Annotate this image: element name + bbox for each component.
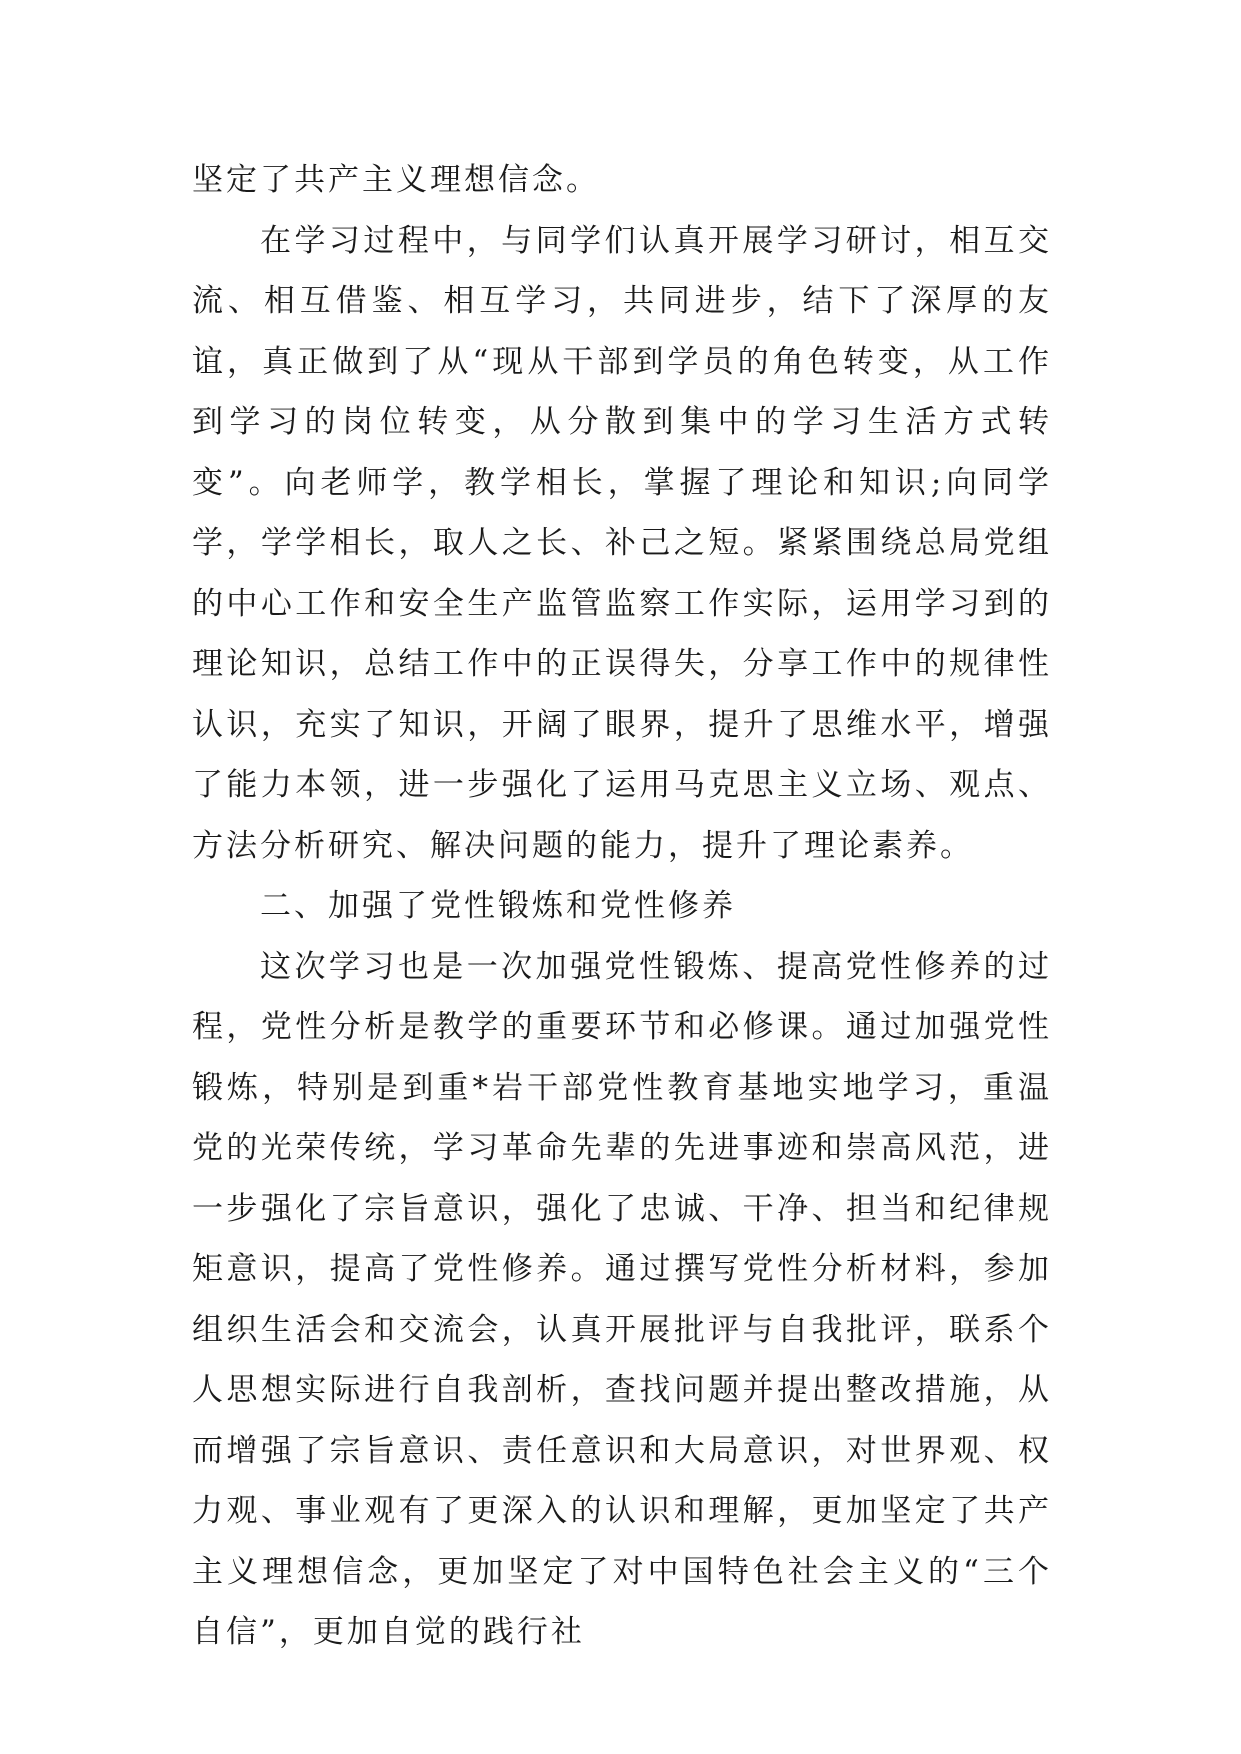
paragraph-study-process: 在学习过程中，与同学们认真开展学习研讨，相互交流、相互借鉴、相互学习，共同进步，结下了深厚的友谊，真正做到了从“现从干部到学员的角色转变，从工作到学习的岗位转变，从分散到集中的学习生活方式转变”。向老师学，教学相长，掌握了理论和知识;向同学学，学学相长，取人之长、补己之短。紧紧围绕总局党组的中心工作和安全生产监管监察工作实际，运用学习到的理论知识，总结工作中的正误得失，分享工作中的规律性认识，充实了知识，开阔了眼界，提升了思维水平，增强了能力本领，进一步强化了运用马克思主义立场、观点、方法分析研究、解决问题的能力，提升了理论素养。: [192, 222, 1052, 864]
paragraph-continuation: 坚定了共产主义理想信念。: [192, 162, 600, 198]
section-heading: 二、加强了党性锻炼和党性修养: [260, 888, 736, 924]
paragraph-party-spirit: 这次学习也是一次加强党性锻炼、提高党性修养的过程，党性分析是教学的重要环节和必修课。通过加强党性锻炼，特别是到重*岩干部党性教育基地实地学习，重温党的光荣传统，学习革命先辈的先进事迹和崇高风范，进一步强化了宗旨意识，强化了忠诚、干净、担当和纪律规矩意识，提高了党性修养。通过撰写党性分析材料，参加组织生活会和交流会，认真开展批评与自我批评，联系个人思想实际进行自我剖析，查找问题并提出整改措施，从而增强了宗旨意识、责任意识和大局意识，对世界观、权力观、事业观有了更深入的认识和理解，更加坚定了共产主义理想信念，更加坚定了对中国特色社会主义的“三个自信”，更加自觉的践行社: [192, 948, 1052, 1650]
document-body: [192, 150, 1052, 1663]
